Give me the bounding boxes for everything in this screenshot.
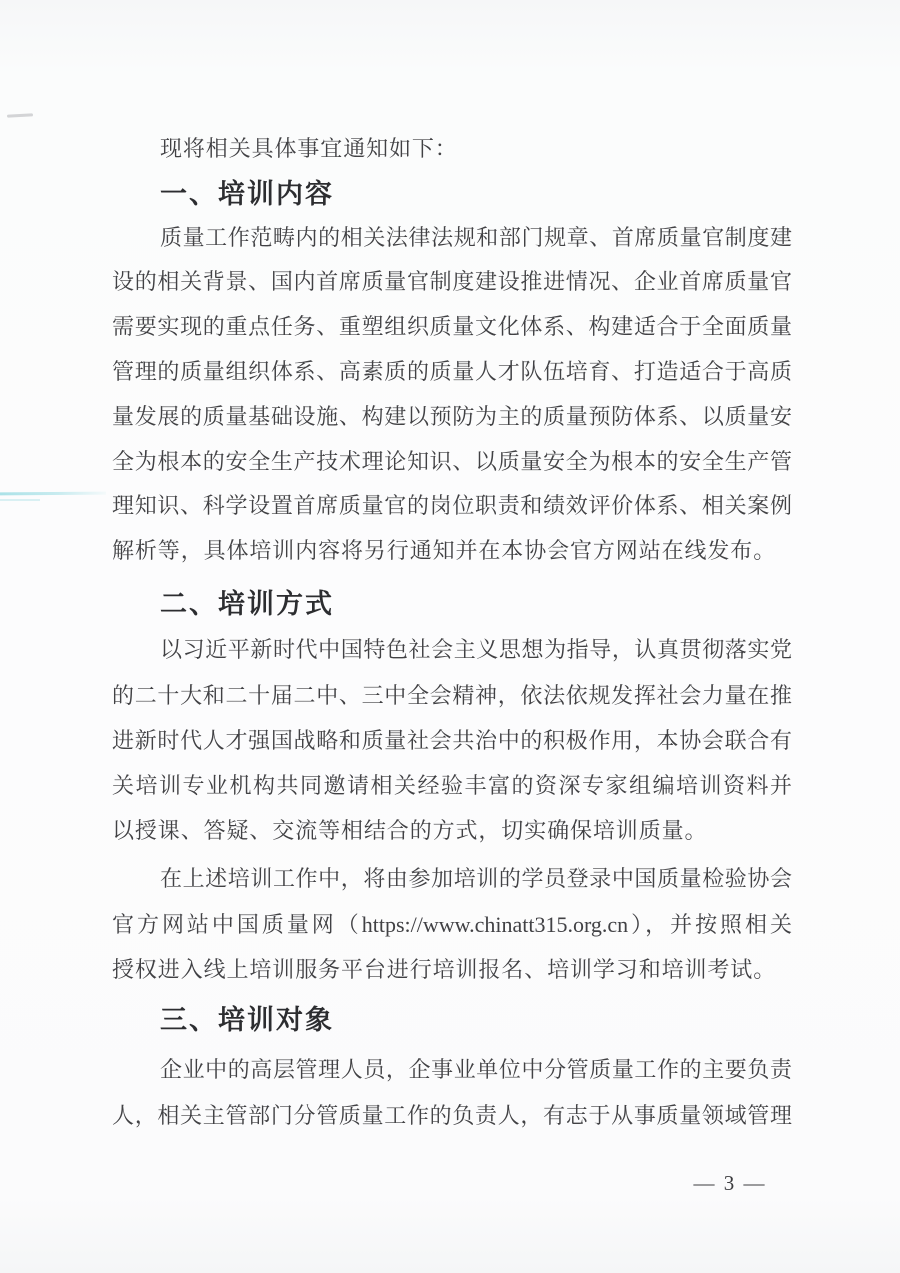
body-line: 全为根本的安全生产技术理论知识、以质量安全为根本的安全生产管	[112, 449, 792, 474]
body-line: 理知识、科学设置首席质量官的岗位职责和绩效评价体系、相关案例	[112, 493, 792, 518]
body-line: 需要实现的重点任务、重塑组织质量文化体系、构建适合于全面质量	[112, 314, 792, 339]
scan-smudge-mark	[7, 113, 33, 117]
body-line: 以习近平新时代中国特色社会主义思想为指导，认真贯彻落实党	[160, 637, 792, 662]
body-line: 的二十大和二十届二中、三中全会精神，依法依规发挥社会力量在推	[112, 683, 792, 708]
body-line: 授权进入线上培训服务平台进行培训报名、培训学习和培训考试。	[112, 957, 777, 982]
body-line: 设的相关背景、国内首席质量官制度建设推进情况、企业首席质量官	[112, 269, 792, 294]
body-line: 关培训专业机构共同邀请相关经验丰富的资深专家组编培训资料并	[112, 773, 792, 798]
body-line: 管理的质量组织体系、高素质的质量人才队伍培育、打造适合于高质	[112, 359, 792, 384]
intro-line: 现将相关具体事宜通知如下：	[160, 136, 458, 161]
body-line: 质量工作范畴内的相关法律法规和部门规章、首席质量官制度建	[160, 225, 792, 250]
body-line: 解析等，具体培训内容将另行通知并在本协会官方网站在线发布。	[112, 538, 777, 563]
body-line: 以授课、答疑、交流等相结合的方式，切实确保培训质量。	[112, 818, 708, 843]
body-line: 企业中的高层管理人员，企事业单位中分管质量工作的主要负责	[160, 1057, 792, 1082]
scan-artifact-line	[0, 492, 106, 496]
section-heading-1: 一、培训内容	[160, 179, 334, 209]
body-line: 量发展的质量基础设施、构建以预防为主的质量预防体系、以质量安	[112, 404, 792, 429]
body-line: 在上述培训工作中，将由参加培训的学员登录中国质量检验协会	[160, 866, 792, 891]
body-line-with-url: 官方网站中国质量网（https://www.chinatt315.org.cn），并按照相关	[112, 912, 792, 937]
scan-artifact-line-2	[0, 499, 40, 501]
body-line: 人，相关主管部门分管质量工作的负责人，有志于从事质量领域管理	[112, 1103, 792, 1128]
page-number: — 3 —	[693, 1171, 767, 1195]
body-line: 进新时代人才强国战略和质量社会共治中的积极作用，本协会联合有	[112, 728, 792, 753]
section-heading-2: 二、培训方式	[160, 589, 334, 619]
section-heading-3: 三、培训对象	[160, 1005, 334, 1035]
